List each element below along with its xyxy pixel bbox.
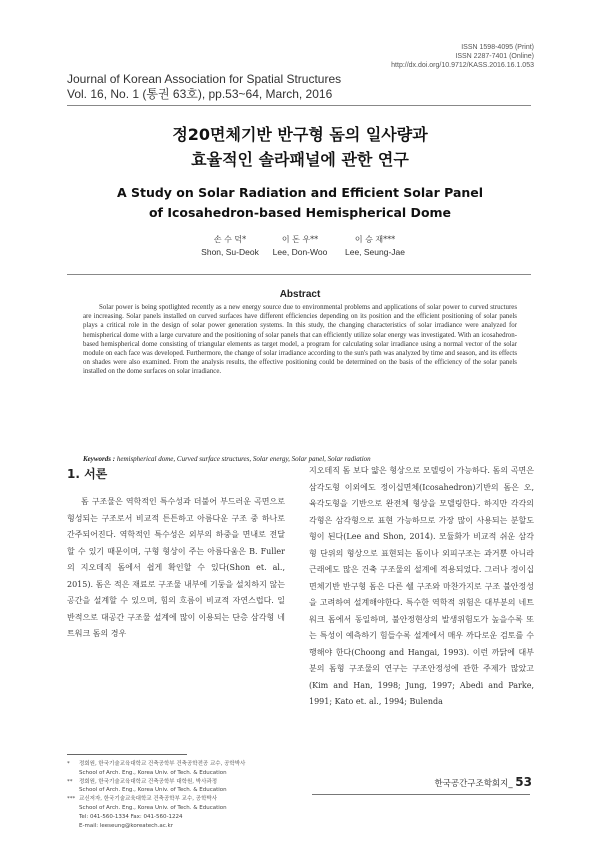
body-paragraph: 돔 구조물은 역학적인 특수성과 더불어 부드러운 곡면으로 형성되는 구조로서 비교적 튼튼하고 아름다운 구조 중 하나로 간주되어진다. 역학적인 특수성은 외부의 하중을 면내로 전달할 수 있기 때문이며, 구형 형상이 주는 아름다움은 B. Fuller의 지오데직 돔에서 쉽게 확인할 수 있다(Shon et. al., 2015). 돔은 적은 재료로 구조물 내부에 기둥을 설치하지 않는 공간을 설계할 수 있으며, 힘의 흐름이 비교적 자연스럽다. 일반적으로 대공간 구조물 설계에 많이 이용되는 단층 삼각형 네트워크 돔의 경우 (67, 497, 285, 638)
footnote-school: School of Arch. Eng., Korea Univ. of Tech. & Education (79, 769, 227, 776)
author-ko-name: 이 돈 우** (281, 235, 319, 244)
footnote-rule (67, 754, 187, 755)
footnote-school: School of Arch. Eng., Korea Univ. of Tech. & Education (79, 787, 227, 794)
footnote-mark: ** (67, 778, 73, 785)
keywords-text: hemispherical dome, Curved surface structures, Solar energy, Solar panel, Solar radiation (116, 455, 371, 463)
title-rule (67, 274, 531, 275)
issn-print: ISSN 1598-4095 (Print) (461, 44, 534, 51)
footnote-item (67, 778, 287, 796)
keywords-label: Keywords : (83, 455, 117, 463)
footnote-item (67, 795, 287, 830)
body-paragraph: 지오데직 돔 보다 얇은 형상으로 모델링이 가능하다. 돔의 곡면은 삼각도형 이외에도 정이십면체(Icosahedron)기반의 돔은 오, 육각도형을 기반으로 완전체 형상을 모델링한다. 하지만 각각의 각형은 삼각형으로 표현 가능하므로 가장 많이 사용되는 분할도형이 된다(Lee and Shon, 2014). 모듈화가 비교적 쉬운 삼각형 단위의 형상으로 표현되는 돔이나 외피구조는 과거뿐 아니라 근래에도 많은 건축 구조물의 설계에 적용되었다. 그러나 정이십면체기반 반구형 돔은 다른 쉘 구조와 마찬가지로 구조 불안정성을 고려하여 설계해야한다. 특수한 역학적 위험은 대부분의 네트워크 돔에서 동일하며, 불안정현상의 발생위험도가 높을수록 또는 특성이 예측하기 힘들수록 설계에서 매우 까다로운 검토를 수행해야 한다(Choong and Hangai, 1993). 이런 까닭에 대부분의 돔형 구조물의 연구는 구조안정성에 관한 주제가 많았고(Kim and Han, 1998; Jung, 1997; Abedi and Parke, 1991; Kato et. al., 1994; Bulenda (309, 466, 534, 706)
author-en-name: Lee, Seung-Jae (344, 247, 406, 257)
journal-name: Journal of Korean Association for Spatial Structures (67, 72, 342, 86)
footnote-mark: *** (67, 796, 76, 803)
body-right-column (309, 463, 534, 711)
section-heading: 1. 서론 (67, 467, 108, 481)
footer-journal: 한국공간구조학회지 (434, 779, 509, 789)
contact-phone: Tel: 041-560-1334 Fax: 041-560-1224 (79, 813, 183, 820)
footnote-affiliation: 교신저자, 한국기술교육대학교 건축공학부 교수, 공학박사 (79, 796, 218, 803)
issn-block (391, 43, 534, 70)
contact-email[interactable]: E-mail: leeseung@koreatech.ac.kr (79, 822, 173, 829)
footnote-mark: * (67, 761, 70, 767)
footnote-school: School of Arch. Eng., Korea Univ. of Tech. & Education (79, 804, 227, 811)
issn-online: ISSN 2287-7401 (Online) (455, 53, 534, 60)
keywords (83, 455, 523, 463)
page-footer (434, 775, 532, 789)
author-en-name: Shon, Su-Deok (201, 247, 259, 257)
english-title-line2: of Icosahedron-based Hemispherical Dome (148, 205, 452, 220)
english-title-line1: A Study on Solar Radiation and Efficient Solar Panel (116, 185, 484, 200)
header-rule (67, 105, 531, 106)
page-number: 53 (515, 775, 532, 789)
author-en-name: Lee, Don-Woo (272, 247, 328, 257)
footer-rule (312, 794, 530, 795)
footnote-affiliation: 정회원, 한국기술교육대학교 건축공학부 대학원, 박사과정 (79, 778, 218, 785)
journal-info (67, 72, 341, 102)
footnote-affiliation: 정회원, 한국기술교육대학교 건축공학부 건축공학전공 교수, 공학박사 (79, 761, 246, 767)
author-ko-name: 이 승 재*** (354, 235, 396, 244)
abstract-text: Solar power is being spotlighted recently as a new energy source due to environmental problems and applications of solar power to curved structures are increasing. Solar panels installed on curved surfaces have different efficiencies depending on its position and the efficient positioning of solar panels plays a critical role in the design of solar power generation systems. In this study, the changing characteristics of solar irradiance were analyzed for hemispherical dome with a large curvature and the positioning of solar panels that can efficiently utilize solar energy was investigated. With an icosahedron-based hemispherical dome consisting of triangular elements as target model, a program for calculating solar irradiance using a normal vector of the solar module on each face was developed. Furthermore, the change of solar irradiance according to the sun's path was analyzed by time and season, and its effects on shades were also examined. From the analysis results, the effective positioning could be determined on the basis of the efficiency of the solar panels installed on the dome surfaces on solar irradiance. (83, 304, 517, 376)
footer-separator: _ (508, 779, 513, 789)
author-ko-name: 손 수 덕* (213, 235, 247, 244)
korean-title-line2: 효율적인 솔라패널에 관한 연구 (191, 150, 409, 169)
author-3 (320, 233, 430, 259)
footnote-item (67, 760, 287, 778)
korean-title-line1: 정20면체기반 반구형 돔의 일사량과 (172, 125, 428, 144)
body-left-column (67, 494, 285, 643)
journal-volume: Vol. 16, No. 1 (통권 63호), pp.53~64, March, 2016 (67, 87, 333, 101)
footnotes (67, 760, 287, 830)
abstract-heading: Abstract (279, 289, 321, 300)
doi-link[interactable]: http://dx.doi.org/10.9712/KASS.2016.16.1.053 (391, 62, 534, 69)
